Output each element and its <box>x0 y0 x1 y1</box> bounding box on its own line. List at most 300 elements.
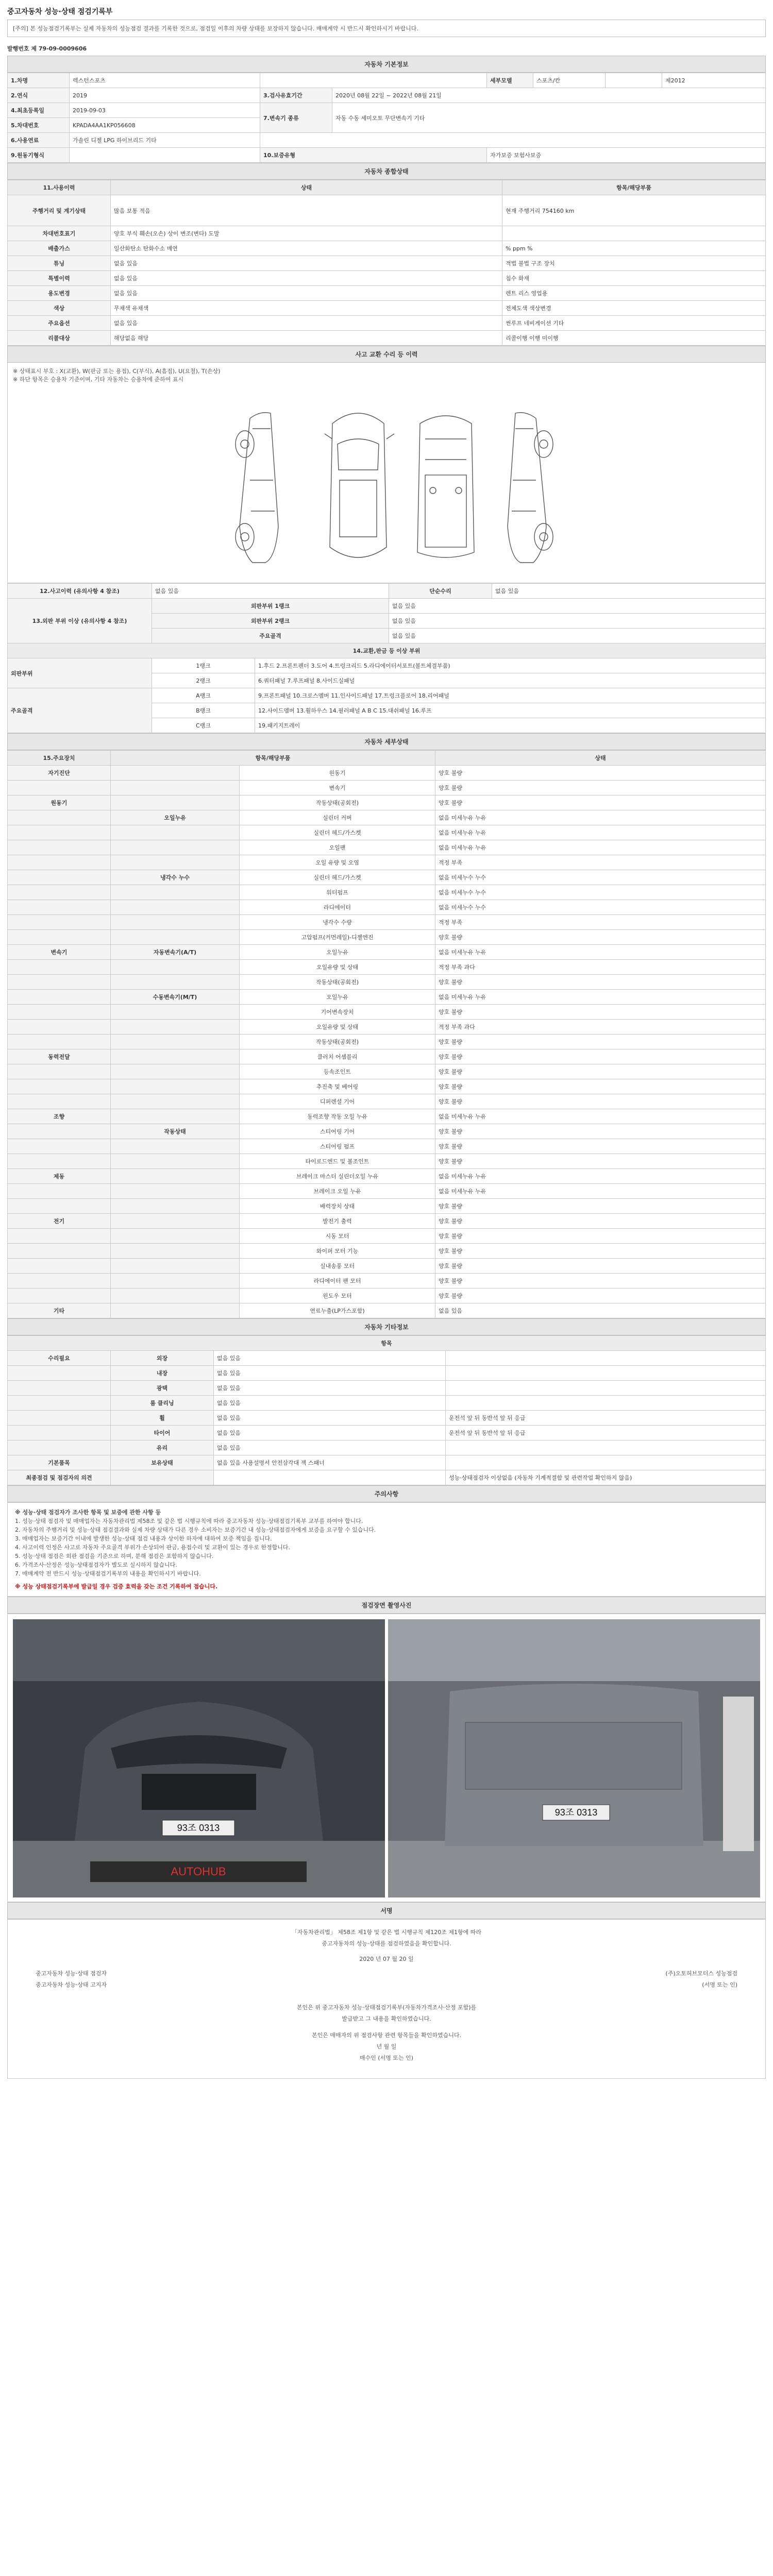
accident-table <box>7 583 766 733</box>
detail-item: 브레이크 오일 누유 <box>240 1184 435 1199</box>
detail-row <box>8 1109 766 1124</box>
rear-plate: 93조 0313 <box>554 1807 598 1818</box>
detail-subgroup <box>111 825 240 840</box>
other-row <box>8 1470 766 1485</box>
other-item: 휠 <box>111 1411 214 1426</box>
detail-row <box>8 855 766 870</box>
parts-items: 6.쿼터패널 7.루프패널 8.사이드실패널 <box>255 673 766 688</box>
detail-item: 작동상태(공회전) <box>240 795 435 810</box>
detail-state: 양호 불량 <box>435 1079 766 1094</box>
submodel-value: 스포츠/칸 <box>533 73 606 88</box>
detail-state: 양호 불량 <box>435 1154 766 1169</box>
detail-row <box>8 1064 766 1079</box>
other-extra: 성능·상태점검자 이상없음 (자동차 기계적결함 및 관련작업 확인하지 않음) <box>446 1470 766 1485</box>
detail-table <box>7 750 766 1318</box>
detail-state: 없음 미세누유 누유 <box>435 945 766 960</box>
detail-item: 오일유량 및 상태 <box>240 960 435 975</box>
detail-subgroup <box>111 1020 240 1035</box>
overall-row-extra: 적법 불법 구조 장치 <box>502 256 766 271</box>
detail-group <box>8 855 111 870</box>
front-brand: AUTOHUB <box>171 1865 226 1878</box>
vehicle-diagram <box>7 387 766 583</box>
other-group <box>8 1366 111 1381</box>
detail-state: 양호 불량 <box>435 1244 766 1259</box>
parts-rank: A랭크 <box>152 688 255 703</box>
overall-row-state: 없음 있음 <box>111 271 502 286</box>
detail-row <box>8 885 766 900</box>
year-value: 2019 <box>70 88 260 103</box>
detail-group: 조향 <box>8 1109 111 1124</box>
warranty-value: 자가보증 보험사보증 <box>487 148 766 163</box>
overall-row-state: 없음 있음 <box>111 256 502 271</box>
detail-subgroup <box>111 1199 240 1214</box>
detail-group <box>8 1274 111 1289</box>
detail-row <box>8 870 766 885</box>
detail-subgroup <box>111 1229 240 1244</box>
other-item: 내장 <box>111 1366 214 1381</box>
front-photo <box>13 1619 385 1897</box>
detail-state: 없음 미세누수 누수 <box>435 885 766 900</box>
detail-state: 없음 미세누유 누유 <box>435 825 766 840</box>
other-value: 없음 있음 <box>214 1426 446 1440</box>
detail-row <box>8 795 766 810</box>
detail-row <box>8 1094 766 1109</box>
inspection-period-value: 2020년 08월 22일 ~ 2022년 08월 21일 <box>332 88 766 103</box>
note-line: 1. 성능·상태 점검자 및 매매업자는 자동차관리법 제58조 및 같은 법 시행규칙에 따라 중고자동차 성능·상태점검기록부 교부를 하여야 합니다. <box>15 1518 363 1524</box>
document-title: 중고자동차 성능·상태 점검기록부 <box>7 8 113 16</box>
detail-group <box>8 1289 111 1303</box>
detail-subgroup <box>111 1154 240 1169</box>
detail-item: 실내송풍 모터 <box>240 1259 435 1274</box>
detail-state: 양호 불량 <box>435 1229 766 1244</box>
sign-date: 2020 년 07 월 20 일 <box>359 1956 414 1962</box>
note-line: 3. 매매업자는 보증기간 이내에 발생한 성능·상태 점검 내용과 상이한 하자에 대하여 보증 책임을 집니다. <box>15 1535 272 1542</box>
detail-item: 연료누출(LP가스포함) <box>240 1303 435 1318</box>
detail-subgroup <box>111 766 240 781</box>
detail-row <box>8 930 766 945</box>
detail-item: 변속기 <box>240 781 435 795</box>
engine-value: 제2012 <box>662 73 766 88</box>
detail-row <box>8 1124 766 1139</box>
detail-group: 전기 <box>8 1214 111 1229</box>
detail-subgroup <box>111 1214 240 1229</box>
detail-row <box>8 1259 766 1274</box>
first-reg-label: 4.최초등록일 <box>8 103 70 118</box>
detail-row <box>8 990 766 1005</box>
detail-subgroup <box>111 1184 240 1199</box>
detail-state: 양호 불량 <box>435 1049 766 1064</box>
parts-rank: C랭크 <box>152 718 255 733</box>
overall-row-extra: 전체도색 색상변경 <box>502 301 766 316</box>
other-row <box>8 1440 766 1455</box>
detail-subgroup <box>111 930 240 945</box>
overall-row-state: 없음 있음 <box>111 316 502 331</box>
parts-rank: B랭크 <box>152 703 255 718</box>
detail-state: 양호 불량 <box>435 1214 766 1229</box>
detail-state: 없음 미세누수 누수 <box>435 870 766 885</box>
sign-title: 서명 <box>7 1902 766 1919</box>
parts-group: 외판부위 <box>8 658 152 688</box>
detail-subgroup: 오일누유 <box>111 810 240 825</box>
detail-body <box>8 766 766 1318</box>
detail-state: 적정 부족 과다 <box>435 960 766 975</box>
parts-items: 1.후드 2.프론트펜더 3.도어 4.트렁크리드 5.라디에이터서포트(볼트체결부품) <box>255 658 766 673</box>
notes-emphasis: ※ 성능 상태점검기록부에 발급일 경우 검증 효력을 갖는 조건 기록하여 접습니다. <box>15 1583 218 1590</box>
notes-title: 주의사항 <box>7 1485 766 1502</box>
detail-group <box>8 900 111 915</box>
other-row <box>8 1396 766 1411</box>
other-value: 없음 있음 <box>214 1411 446 1426</box>
side-view-left <box>236 413 278 563</box>
detail-state: 적정 부족 <box>435 855 766 870</box>
detail-item: 윈도우 모터 <box>240 1289 435 1303</box>
detail-item: 배력장치 상태 <box>240 1199 435 1214</box>
overall-row-label: 리콜대상 <box>8 331 111 346</box>
detail-state: 양호 불량 <box>435 1094 766 1109</box>
detail-item: 발전기 출력 <box>240 1214 435 1229</box>
parts-title: 14.교환,판금 등 이상 부위 <box>8 643 766 658</box>
detail-subgroup: 수동변속기(M/T) <box>111 990 240 1005</box>
detail-item: 동력조향 작동 오일 누유 <box>240 1109 435 1124</box>
legend-line-2: ※ 하단 항목은 승용차 기준이며, 기타 자동차는 승용차에 준하여 표시 <box>13 376 184 383</box>
detail-item: 원동기 <box>240 766 435 781</box>
other-extra <box>446 1366 766 1381</box>
parts-items: 12.사이드멤버 13.휠하우스 14.필러패널 A B C 15.대쉬패널 16.루프 <box>255 703 766 718</box>
detail-item: 오일 유량 및 오염 <box>240 855 435 870</box>
other-row <box>8 1426 766 1440</box>
detail-item: 라디에이터 <box>240 900 435 915</box>
other-value <box>214 1470 446 1485</box>
detail-head-2: 항목/해당부품 <box>111 751 435 766</box>
detail-row <box>8 1035 766 1049</box>
frame-label: 주요골격 <box>152 629 389 643</box>
overall-head-3: 항목/해당부품 <box>502 180 766 195</box>
note-line: 5. 성능·상태 점검은 외관 점검을 기준으로 하며, 분해 점검은 포함하지 않습니다. <box>15 1553 214 1560</box>
signature-section <box>7 1919 766 2079</box>
detail-state: 없음 미세누유 누유 <box>435 1184 766 1199</box>
detail-subgroup: 자동변속기(A/T) <box>111 945 240 960</box>
other-group <box>8 1411 111 1426</box>
detail-subgroup <box>111 900 240 915</box>
note-line: 4. 사고이력 인정은 사고로 자동차 주요골격 부위가 손상되어 판금, 용접수리 및 교환이 있는 경우로 한정합니다. <box>15 1544 290 1551</box>
other-item: 타이어 <box>111 1426 214 1440</box>
note-line: 7. 매매계약 전 반드시 성능·상태점검기록부의 내용을 확인하시기 바랍니다. <box>15 1570 201 1577</box>
parts-items: 19.패키지트레이 <box>255 718 766 733</box>
detail-state: 양호 불량 <box>435 975 766 990</box>
receipt-line-1: 본인은 위 중고자동차 성능·상태점검기록부(자동차가격조사·산정 포함)를 <box>296 2004 477 2011</box>
detail-item: 스티어링 기어 <box>240 1124 435 1139</box>
parts-rank: 1랭크 <box>152 658 255 673</box>
overall-row-label: 주행거리 및 계기상태 <box>8 195 111 226</box>
detail-row <box>8 1049 766 1064</box>
detail-row <box>8 1199 766 1214</box>
detail-group: 기타 <box>8 1303 111 1318</box>
transmission-label: 7.변속기 종류 <box>260 103 332 133</box>
other-item: 외장 <box>111 1351 214 1366</box>
detail-head-1: 15.주요장치 <box>8 751 111 766</box>
detail-subgroup <box>111 1079 240 1094</box>
vin-value: KPADA4AA1KP056608 <box>70 118 260 133</box>
detail-group <box>8 1020 111 1035</box>
other-title: 자동차 기타정보 <box>7 1318 766 1335</box>
note-line: ※ 성능·상태 점검자가 조사한 항목 및 보증에 관한 사항 등 <box>15 1509 161 1516</box>
detail-subgroup <box>111 975 240 990</box>
outer-rank1-value: 없음 있음 <box>389 599 766 614</box>
other-group: 기본품목 <box>8 1455 111 1470</box>
buyer-date: 년 월 일 <box>376 2043 397 2050</box>
detail-group <box>8 781 111 795</box>
detail-subgroup <box>111 885 240 900</box>
note-line: 2. 자동차의 주행거리 및 성능·상태 점검결과와 실제 차량 상태가 다른 경우 소비자는 보증기간 내 성능·상태점검자에게 보증을 요구할 수 있습니다. <box>15 1527 376 1533</box>
detail-state: 양호 불량 <box>435 1124 766 1139</box>
overall-row-label: 색상 <box>8 301 111 316</box>
basic-info-title: 자동차 기본정보 <box>7 56 766 73</box>
detail-item: 실린더 커버 <box>240 810 435 825</box>
outer-rank2-label: 외판부위 2랭크 <box>152 614 389 629</box>
detail-group <box>8 1079 111 1094</box>
detail-group <box>8 1154 111 1169</box>
submodel-label: 세부모델 <box>487 73 533 88</box>
other-group <box>8 1426 111 1440</box>
detail-group <box>8 885 111 900</box>
overall-row-extra: 렌트 리스 영업용 <box>502 286 766 301</box>
outer-panel-label: 13.외판 부위 이상 (유의사항 4 참조) <box>8 599 152 643</box>
overall-row-state: 무채색 유채색 <box>111 301 502 316</box>
detail-subgroup <box>111 1139 240 1154</box>
detail-row <box>8 1154 766 1169</box>
other-row <box>8 1351 766 1366</box>
other-extra <box>446 1440 766 1455</box>
detail-state: 양호 불량 <box>435 1064 766 1079</box>
detail-state: 없음 미세누수 누수 <box>435 900 766 915</box>
overall-row-state: 많음 보통 적음 <box>111 195 502 226</box>
detail-group <box>8 915 111 930</box>
simple-repair-label: 단순수리 <box>389 584 492 599</box>
detail-subgroup <box>111 1274 240 1289</box>
detail-item: 브레이크 마스터 실린더오일 누유 <box>240 1169 435 1184</box>
other-value: 없음 있음 <box>214 1381 446 1396</box>
detail-group <box>8 975 111 990</box>
detail-item: 등속조인트 <box>240 1064 435 1079</box>
front-plate: 93조 0313 <box>177 1823 220 1833</box>
detail-group: 제동 <box>8 1169 111 1184</box>
detail-group <box>8 810 111 825</box>
other-table <box>7 1335 766 1485</box>
detail-group <box>8 1139 111 1154</box>
detail-subgroup <box>111 1259 240 1274</box>
detail-item: 오일유량 및 상태 <box>240 1020 435 1035</box>
first-reg-value: 2019-09-03 <box>70 103 260 118</box>
other-group <box>8 1440 111 1455</box>
detail-item: 실린더 헤드/가스켓 <box>240 870 435 885</box>
parts-group: 주요골격 <box>8 688 152 733</box>
detail-item: 고압펌프(커먼레일)-디젤엔진 <box>240 930 435 945</box>
detail-group <box>8 1229 111 1244</box>
detail-group: 동력전달 <box>8 1049 111 1064</box>
accident-history-value: 없음 있음 <box>152 584 389 599</box>
detail-state: 양호 불량 <box>435 1199 766 1214</box>
other-extra: 운전석 앞 뒤 동반석 앞 뒤 응급 <box>446 1426 766 1440</box>
other-value: 없음 있음 사용설명서 안전삼각대 잭 스패너 <box>214 1455 446 1470</box>
detail-group <box>8 1259 111 1274</box>
detail-state: 양호 불량 <box>435 1274 766 1289</box>
other-item: 광택 <box>111 1381 214 1396</box>
detail-item: 오일누유 <box>240 945 435 960</box>
detail-state: 양호 불량 <box>435 930 766 945</box>
detail-row <box>8 1303 766 1318</box>
overall-row-extra: % ppm % <box>502 241 766 256</box>
overall-row-state: 양호 부식 훼손(오손) 상이 변조(변타) 도말 <box>111 226 502 241</box>
fuel-value: 가솔린 디젤 LPG 하이브리드 기타 <box>70 133 260 148</box>
detail-subgroup: 냉각수 누수 <box>111 870 240 885</box>
detail-subgroup <box>111 960 240 975</box>
accident-history-label: 12.사고이력 (유의사항 4 참조) <box>8 584 152 599</box>
vehicle-outline-svg <box>8 387 765 583</box>
other-extra <box>446 1455 766 1470</box>
detail-group <box>8 1244 111 1259</box>
other-row <box>8 1381 766 1396</box>
receipt-line-2: 발급받고 그 내용을 확인하였습니다. <box>342 2015 431 2022</box>
inspector-value: (주)오토허브모터스 성능점검 <box>665 1970 737 1977</box>
basic-info-table <box>7 73 766 163</box>
buyer-signature: 매수인 (서명 또는 인) <box>359 2055 414 2061</box>
inspector-row <box>15 1968 758 1979</box>
detail-row <box>8 766 766 781</box>
detail-subgroup <box>111 795 240 810</box>
side-view-right <box>508 413 553 563</box>
detail-group <box>8 960 111 975</box>
notice-box: [주의] 본 성능점검기록부는 실제 자동차의 성능점검 결과를 기록한 것으로, 점검일 이후의 차량 상태를 보장하지 않습니다. 매매계약 시 반드시 확인하시기 바랍니다. <box>7 20 766 37</box>
detail-head-3: 상태 <box>435 751 766 766</box>
detail-state: 없음 있음 <box>435 1303 766 1318</box>
other-value: 없음 있음 <box>214 1366 446 1381</box>
detail-group: 자기진단 <box>8 766 111 781</box>
detail-group <box>8 1184 111 1199</box>
overall-row-label: 배출가스 <box>8 241 111 256</box>
detail-row <box>8 1244 766 1259</box>
detail-item: 시동 모터 <box>240 1229 435 1244</box>
detail-state: 양호 불량 <box>435 766 766 781</box>
accident-title: 사고 교환 수리 등 이력 <box>7 346 766 363</box>
detail-subgroup <box>111 1244 240 1259</box>
notes-lines <box>15 1508 758 1578</box>
photos-panel <box>7 1614 766 1902</box>
detail-group <box>8 1064 111 1079</box>
detail-row <box>8 840 766 855</box>
detail-item: 기어변속장치 <box>240 1005 435 1020</box>
detail-state: 적정 부족 <box>435 915 766 930</box>
overall-row-extra <box>502 226 766 241</box>
other-row <box>8 1455 766 1470</box>
detail-row <box>8 1079 766 1094</box>
detail-row <box>8 810 766 825</box>
rear-photo <box>388 1619 760 1897</box>
overall-row-state: 해당없음 해당 <box>111 331 502 346</box>
detail-subgroup <box>111 1169 240 1184</box>
overall-row-extra: 썬루프 네비게이션 기타 <box>502 316 766 331</box>
detail-subgroup <box>111 1035 240 1049</box>
detail-row <box>8 975 766 990</box>
overall-row-label: 용도변경 <box>8 286 111 301</box>
detail-group <box>8 1035 111 1049</box>
receipt-line-3: 본인은 매매자의 위 점검사항 관련 항목들을 확인하였습니다. <box>311 2032 462 2039</box>
detail-row <box>8 1139 766 1154</box>
top-view <box>325 413 394 557</box>
detail-subgroup <box>111 1109 240 1124</box>
detail-state: 양호 불량 <box>435 781 766 795</box>
overall-row-extra: 리콜이행 이행 미이행 <box>502 331 766 346</box>
other-extra: 운전석 앞 뒤 동반석 앞 뒤 응급 <box>446 1411 766 1426</box>
detail-item: 추진축 및 베어링 <box>240 1079 435 1094</box>
bed-view <box>417 416 474 557</box>
notifier-row <box>15 1979 758 1991</box>
model-value: 렉스턴스포츠 <box>70 73 260 88</box>
detail-item: 작동상태(공회전) <box>240 975 435 990</box>
detail-subgroup <box>111 840 240 855</box>
detail-state: 없음 미세누유 누유 <box>435 990 766 1005</box>
detail-row <box>8 1229 766 1244</box>
detail-group <box>8 930 111 945</box>
detail-item: 라디에이터 팬 모터 <box>240 1274 435 1289</box>
detail-row <box>8 1214 766 1229</box>
other-row <box>8 1366 766 1381</box>
other-row <box>8 1411 766 1426</box>
year-label: 2.연식 <box>8 88 70 103</box>
detail-item: 오일팬 <box>240 840 435 855</box>
outer-rank1-label: 외판부위 1랭크 <box>152 599 389 614</box>
detail-row <box>8 781 766 795</box>
notifier-label: 중고자동차 성능·상태 고지자 <box>36 1981 107 1988</box>
detail-item: 타이로드엔드 및 볼조인트 <box>240 1154 435 1169</box>
overall-row-extra: 침수 화재 <box>502 271 766 286</box>
detail-row <box>8 900 766 915</box>
detail-subgroup <box>111 1303 240 1318</box>
other-value: 없음 있음 <box>214 1396 446 1411</box>
detail-group: 원동기 <box>8 795 111 810</box>
overall-head-1: 11.사용이력 <box>8 180 111 195</box>
engine-type-value <box>70 148 260 163</box>
detail-subgroup: 작동상태 <box>111 1124 240 1139</box>
detail-group <box>8 1199 111 1214</box>
other-group <box>8 1396 111 1411</box>
detail-item: 작동상태(공회전) <box>240 1035 435 1049</box>
detail-group <box>8 870 111 885</box>
detail-item: 클러치 어셈블리 <box>240 1049 435 1064</box>
detail-item: 실린더 헤드/가스켓 <box>240 825 435 840</box>
overall-row-label: 튜닝 <box>8 256 111 271</box>
other-body <box>8 1351 766 1485</box>
overall-table <box>7 180 766 346</box>
other-head: 항목 <box>8 1336 766 1351</box>
sign-line-1: 「자동차관리법」 제58조 제1항 및 같은 법 시행규칙 제120조 제1항에 따라 <box>291 1929 482 1936</box>
detail-subgroup <box>111 1064 240 1079</box>
detail-state: 없음 미세누유 누유 <box>435 1109 766 1124</box>
frame-value: 없음 있음 <box>389 629 766 643</box>
transmission-value: 자동 수동 세미오토 무단변속기 기타 <box>332 103 766 133</box>
parts-items: 9.프론트패널 10.크로스멤버 11.인사이드패널 17.트렁크플로어 18.리어패널 <box>255 688 766 703</box>
sign-line-2: 중고자동차의 성능·상태를 점검하였음을 확인합니다. <box>322 1940 451 1947</box>
detail-row <box>8 1005 766 1020</box>
detail-group <box>8 1124 111 1139</box>
overall-head-2: 상태 <box>111 180 502 195</box>
detail-state: 없음 미세누유 누유 <box>435 1169 766 1184</box>
detail-subgroup <box>111 915 240 930</box>
detail-item: 디퍼렌셜 기어 <box>240 1094 435 1109</box>
overall-row-label: 주요옵션 <box>8 316 111 331</box>
fuel-label: 6.사용연료 <box>8 133 70 148</box>
detail-subgroup <box>111 781 240 795</box>
warranty-label: 10.보증유형 <box>260 148 487 163</box>
